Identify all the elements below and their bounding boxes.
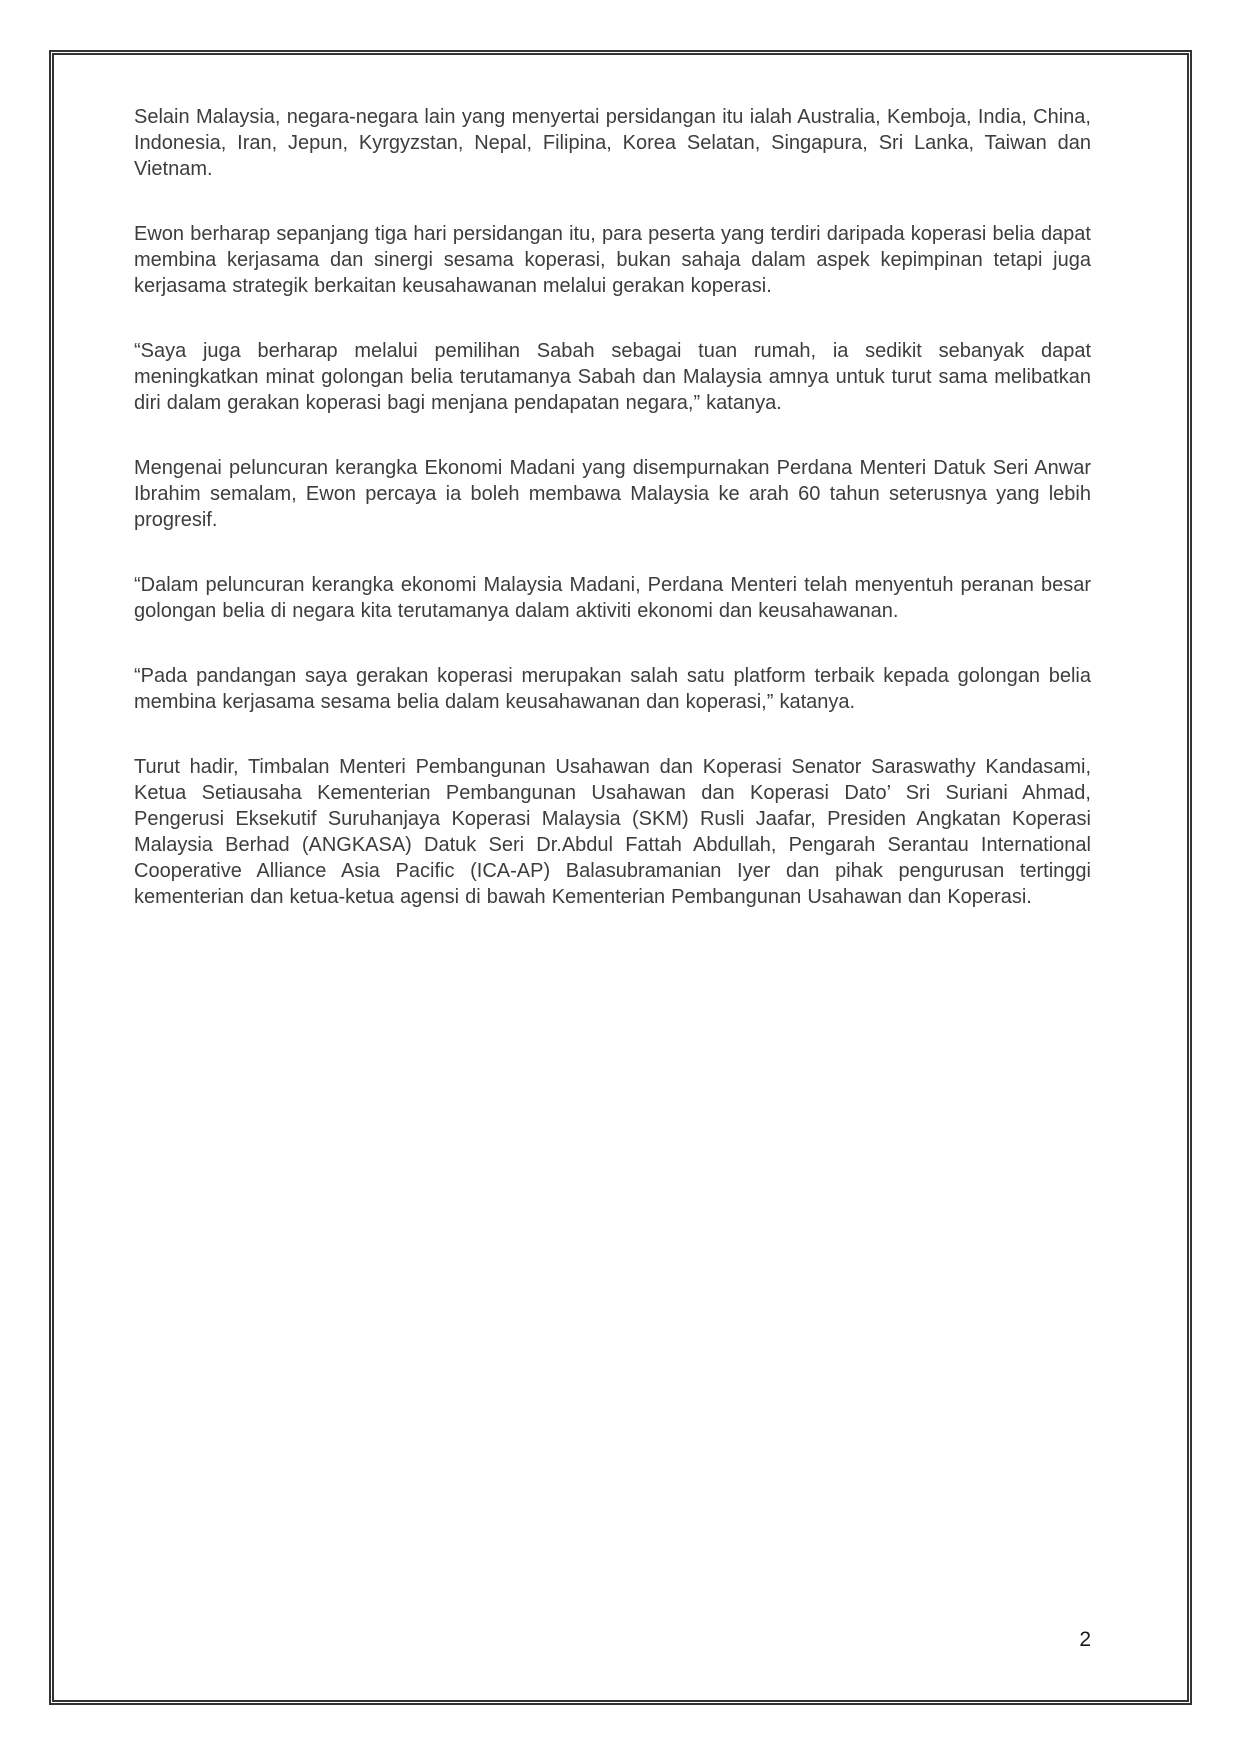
paragraph: “Pada pandangan saya gerakan koperasi merupakan salah satu platform terbaik kepada golongan belia membina kerjasama sesama belia dalam keusahawanan dan koperasi,” katanya. [134,665,1091,713]
paragraph: Turut hadir, Timbalan Menteri Pembangunan Usahawan dan Koperasi Senator Saraswathy Kandasami, Ketua Setiausaha Kementerian Pembangunan Usahawan dan Koperasi Dato’ Sri Suriani Ahmad, Pengerusi Eksekutif Suruhanjaya Koperasi Malaysia (SKM) Rusli Jaafar, Presiden Angkatan Koperasi Malaysia Berhad (ANGKASA) Datuk Seri Dr.Abdul Fattah Abdullah, Pengarah Serantau International Cooperative Alliance Asia Pacific (ICA-AP) Balasubramanian Iyer dan pihak pengurusan tertinggi kementerian dan ketua-ketua agensi di bawah Kementerian Pembangunan Usahawan dan Koperasi. [134,756,1091,908]
paragraph: Mengenai peluncuran kerangka Ekonomi Madani yang disempurnakan Perdana Menteri Datuk Seri Anwar Ibrahim semalam, Ewon percaya ia boleh membawa Malaysia ke arah 60 tahun seterusnya yang lebih progresif. [134,457,1091,531]
paragraph: “Dalam peluncuran kerangka ekonomi Malaysia Madani, Perdana Menteri telah menyentuh peranan besar golongan belia di negara kita terutamanya dalam aktiviti ekonomi dan keusahawanan. [134,574,1091,622]
page-border [49,50,1192,1705]
page-content [54,55,1187,1700]
paragraph: “Saya juga berharap melalui pemilihan Sabah sebagai tuan rumah, ia sedikit sebanyak dapat meningkatkan minat golongan belia terutamanya Sabah dan Malaysia amnya untuk turut sama melibatkan diri dalam gerakan koperasi bagi menjana pendapatan negara,” katanya. [134,340,1091,414]
paragraph: Ewon berharap sepanjang tiga hari persidangan itu, para peserta yang terdiri daripada koperasi belia dapat membina kerjasama dan sinergi sesama koperasi, bukan sahaja dalam aspek kepimpinan tetapi juga kerjasama strategik berkaitan keusahawanan melalui gerakan koperasi. [134,223,1091,297]
paragraph: Selain Malaysia, negara-negara lain yang menyertai persidangan itu ialah Australia, Kemboja, India, China, Indonesia, Iran, Jepun, Kyrgyzstan, Nepal, Filipina, Korea Selatan, Singapura, Sri Lanka, Taiwan dan Vietnam. [134,106,1091,180]
page-number: 2 [1079,1628,1091,1651]
